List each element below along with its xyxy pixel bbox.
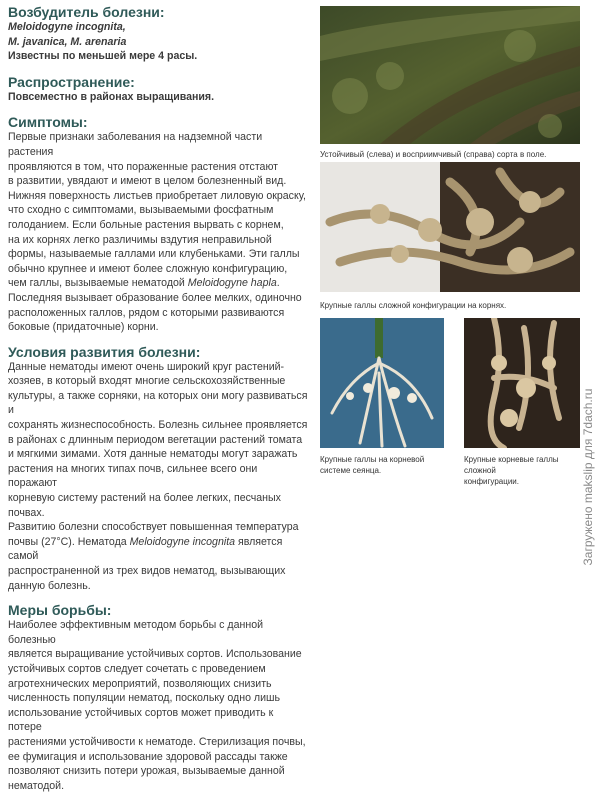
- control-section: [8, 602, 308, 793]
- conditions-text: почвы (27°C). Нематода: [8, 535, 130, 548]
- conditions-heading: Условия развития болезни:: [8, 343, 201, 360]
- symptoms-line: боковые (придаточные) корни.: [8, 321, 159, 334]
- conditions-line: Данные нематоды имеют очень широкий круг растений-: [8, 360, 285, 373]
- control-line: нематодой.: [8, 779, 65, 792]
- conditions-line: [8, 535, 308, 564]
- distribution-section: [8, 74, 308, 105]
- conditions-line: растения на многих типах почв, сильнее всего они поражают: [8, 462, 258, 490]
- symptoms-line: [8, 276, 308, 291]
- symptoms-line: формы, называемые галлами или клубеньками. Эти галлы: [8, 248, 300, 261]
- conditions-line: данную болезнь.: [8, 579, 91, 592]
- symptoms-line: на их корнях легко различимы вздутия неправильной: [8, 233, 272, 246]
- seedling-caption: [320, 454, 450, 476]
- field-photo: [320, 6, 580, 144]
- galls-caption: Крупные галлы сложной конфигурации на корнях.: [320, 301, 507, 310]
- conditions-line: сохранять жизнеспособность. Болезнь сильнее проявляется: [8, 419, 308, 432]
- root-galls-photo: [464, 318, 580, 448]
- symptoms-heading: Симптомы:: [8, 114, 88, 131]
- field-caption: Устойчивый (слева) и восприимчивый (справа) сорта в поле.: [320, 150, 547, 159]
- seedling-photo: [320, 318, 444, 448]
- pathogen-section: [8, 4, 308, 64]
- article-text: [8, 4, 308, 799]
- conditions-line: распространенной из трех видов нематод, вызывающих: [8, 565, 286, 577]
- seedling-caption-line: системе сеянца.: [320, 466, 382, 475]
- seedling-caption-line: Крупные галлы на корневой: [320, 455, 425, 464]
- species-name: Meloidogyne incognita: [129, 535, 236, 548]
- conditions-section: [8, 344, 308, 594]
- distribution-text: Повсеместно в районах выращивания.: [8, 90, 215, 103]
- root-galls-caption: [464, 454, 584, 487]
- root-galls-caption-line: Крупные корневые галлы сложной: [464, 455, 559, 475]
- control-line: является выращивание устойчивых сортов. Использование: [8, 648, 302, 661]
- symptoms-line: проявляются в том, что пораженные растения отстают: [8, 160, 279, 173]
- symptoms-line: Первые признаки заболевания на надземной части растения: [8, 131, 263, 158]
- distribution-heading: Распространение:: [8, 73, 135, 90]
- control-line: устойчивых сортов следует сочетать с проведением: [8, 662, 266, 675]
- control-line: позволяют снизить потери урожая, вызываемые данной: [8, 765, 285, 778]
- seedling-photo-image: [320, 318, 444, 448]
- species-name: Meloidogyne hapla: [187, 277, 277, 290]
- root-galls-photo-image: [464, 318, 580, 448]
- root-galls-caption-line: конфигурации.: [464, 477, 519, 486]
- control-line: агротехнических мероприятий, позволяющих снизить: [8, 677, 272, 690]
- symptoms-text: .: [276, 277, 280, 290]
- symptoms-line: обычно крупнее и имеют более сложную конфигурацию,: [8, 262, 288, 275]
- control-line: Наиболее эффективным методом борьбы с данной болезнью: [8, 619, 263, 646]
- races-text: Известны по меньшей мере 4 расы.: [8, 50, 198, 63]
- conditions-line: культуры, а также сорняки, на которых они могу развиваться и: [8, 389, 308, 417]
- species-line-2: M. javanica, M. arenaria: [8, 35, 127, 48]
- symptoms-line: Нижняя поверхность листьев приобретает лиловую окраску,: [8, 189, 306, 202]
- control-line: численность популяции нематод, поскольку одно лишь: [8, 692, 281, 705]
- galls-photo-image: [320, 162, 580, 292]
- conditions-line: Развитию болезни способствует повышенная температура: [8, 521, 299, 534]
- symptoms-section: [8, 114, 308, 334]
- symptoms-text: чем галлы, вызываемые нематодой: [8, 277, 188, 290]
- species-line-1: Meloidogyne incognita,: [8, 21, 126, 33]
- symptoms-line: что сходно с симптомами, вызываемыми фосфатным: [8, 204, 274, 217]
- galls-photo: [320, 162, 580, 292]
- control-line: ее фумигация и использование здоровой рассады также: [8, 750, 288, 763]
- conditions-line: в районах с длинным периодом вегетации растений томата: [8, 433, 303, 446]
- control-line: растениями устойчивости к нематоде. Стерилизация почвы,: [8, 735, 306, 748]
- symptoms-line: голоданием. Если больные растения вырвать с корнем,: [8, 218, 284, 231]
- watermark: Загружено makslip для 7dach.ru: [581, 388, 595, 566]
- conditions-line: и мягкими зимами. Хотя данные нематоды могут заражать: [8, 448, 298, 461]
- conditions-line: корневую систему растений на более легких, песчаных почвах.: [8, 492, 281, 519]
- conditions-text: является самой: [8, 535, 283, 563]
- symptoms-line: Последняя вызывает образование более мелких, одиночно: [8, 291, 302, 304]
- field-photo-image: [320, 6, 580, 144]
- pathogen-heading: Возбудитель болезни:: [8, 4, 165, 20]
- control-line: использование устойчивых сортов может приводить к потере: [8, 706, 274, 734]
- conditions-line: хозяев, в который входят многие сельскохозяйственные: [8, 375, 286, 388]
- control-heading: Меры борьбы:: [8, 602, 112, 619]
- symptoms-line: расположенных галлов, рядом с которыми развиваются: [8, 306, 285, 319]
- symptoms-line: в развитии, увядают и имеют в целом болезненный вид.: [8, 175, 287, 188]
